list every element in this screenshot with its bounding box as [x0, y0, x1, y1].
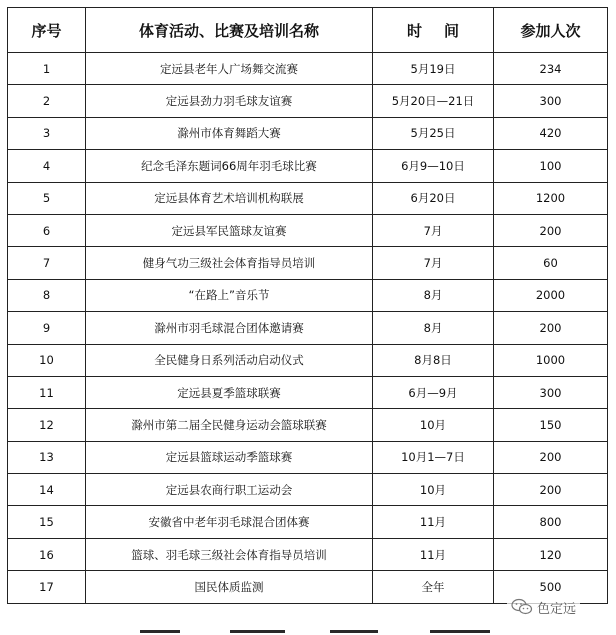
cell-count: 1200 — [494, 182, 608, 214]
cell-seq: 7 — [8, 247, 86, 279]
cell-name: 定远县老年人广场舞交流赛 — [86, 53, 373, 85]
table-row — [8, 441, 608, 473]
cell-count: 800 — [494, 506, 608, 538]
activities-table — [7, 7, 608, 604]
watermark-text: 色定远 — [537, 601, 577, 617]
cell-seq: 1 — [8, 53, 86, 85]
table-row — [8, 376, 608, 408]
table-row — [8, 409, 608, 441]
cell-count: 2000 — [494, 279, 608, 311]
cell-time: 7月 — [373, 214, 494, 246]
cell-name: 滁州市羽毛球混合团体邀请赛 — [86, 312, 373, 344]
cell-time: 全年 — [373, 571, 494, 603]
cell-count: 100 — [494, 150, 608, 182]
table-row — [8, 538, 608, 570]
cell-count: 200 — [494, 474, 608, 506]
cropped-text-strip — [0, 628, 616, 635]
cell-count: 300 — [494, 376, 608, 408]
cell-time: 6月—9月 — [373, 376, 494, 408]
cell-name: 定远县军民篮球友谊赛 — [86, 214, 373, 246]
table-row — [8, 150, 608, 182]
cell-name: 定远县体育艺术培训机构联展 — [86, 182, 373, 214]
cell-count: 500 — [494, 571, 608, 603]
cell-name: 定远县劲力羽毛球友谊赛 — [86, 85, 373, 117]
cell-name: 定远县篮球运动季篮球赛 — [86, 441, 373, 473]
cell-seq: 4 — [8, 150, 86, 182]
cell-name: “在路上”音乐节 — [86, 279, 373, 311]
cell-count: 60 — [494, 247, 608, 279]
cell-name: 健身气功三级社会体育指导员培训 — [86, 247, 373, 279]
cell-name: 篮球、羽毛球三级社会体育指导员培训 — [86, 538, 373, 570]
cell-count: 420 — [494, 117, 608, 149]
cell-count: 1000 — [494, 344, 608, 376]
cell-seq: 6 — [8, 214, 86, 246]
cell-seq: 17 — [8, 571, 86, 603]
table-row — [8, 53, 608, 85]
table-row — [8, 279, 608, 311]
table-row — [8, 247, 608, 279]
cell-time: 8月 — [373, 279, 494, 311]
header-row — [8, 8, 608, 53]
table-row — [8, 506, 608, 538]
cell-name: 纪念毛泽东题词66周年羽毛球比赛 — [86, 150, 373, 182]
cell-name: 全民健身日系列活动启动仪式 — [86, 344, 373, 376]
cell-count: 234 — [494, 53, 608, 85]
cell-seq: 8 — [8, 279, 86, 311]
cell-time: 10月 — [373, 474, 494, 506]
cell-time: 5月20日—21日 — [373, 85, 494, 117]
cell-count: 200 — [494, 312, 608, 344]
cell-time: 11月 — [373, 538, 494, 570]
cell-seq: 9 — [8, 312, 86, 344]
cell-time: 11月 — [373, 506, 494, 538]
cell-time: 8月 — [373, 312, 494, 344]
watermark — [507, 594, 580, 620]
cell-name: 定远县农商行职工运动会 — [86, 474, 373, 506]
cell-count: 150 — [494, 409, 608, 441]
cell-seq: 15 — [8, 506, 86, 538]
wechat-icon — [511, 598, 533, 616]
table-row — [8, 214, 608, 246]
cell-seq: 13 — [8, 441, 86, 473]
cell-count: 120 — [494, 538, 608, 570]
cell-name: 滁州市第二届全民健身运动会篮球联赛 — [86, 409, 373, 441]
table-body — [8, 53, 608, 604]
table-row — [8, 182, 608, 214]
cell-name: 定远县夏季篮球联赛 — [86, 376, 373, 408]
header-seq: 序号 — [8, 8, 86, 53]
cell-time: 5月25日 — [373, 117, 494, 149]
cell-seq: 10 — [8, 344, 86, 376]
cell-seq: 11 — [8, 376, 86, 408]
header-name: 体育活动、比赛及培训名称 — [86, 8, 373, 53]
cell-time: 8月8日 — [373, 344, 494, 376]
cell-time: 10月 — [373, 409, 494, 441]
table-row — [8, 474, 608, 506]
cell-seq: 14 — [8, 474, 86, 506]
cell-seq: 3 — [8, 117, 86, 149]
table-row — [8, 344, 608, 376]
cell-count: 300 — [494, 85, 608, 117]
cell-count: 200 — [494, 441, 608, 473]
table-row — [8, 85, 608, 117]
cell-seq: 12 — [8, 409, 86, 441]
table-row — [8, 312, 608, 344]
cell-seq: 16 — [8, 538, 86, 570]
cell-time: 6月9—10日 — [373, 150, 494, 182]
cell-count: 200 — [494, 214, 608, 246]
cell-seq: 5 — [8, 182, 86, 214]
header-count: 参加人次 — [494, 8, 608, 53]
table-row — [8, 117, 608, 149]
cell-seq: 2 — [8, 85, 86, 117]
header-time: 时间 — [373, 8, 494, 53]
cell-time: 5月19日 — [373, 53, 494, 85]
cell-time: 10月1—7日 — [373, 441, 494, 473]
cell-name: 安徽省中老年羽毛球混合团体赛 — [86, 506, 373, 538]
cell-name: 滁州市体育舞蹈大赛 — [86, 117, 373, 149]
cell-name: 国民体质监测 — [86, 571, 373, 603]
cell-time: 6月20日 — [373, 182, 494, 214]
cell-time: 7月 — [373, 247, 494, 279]
